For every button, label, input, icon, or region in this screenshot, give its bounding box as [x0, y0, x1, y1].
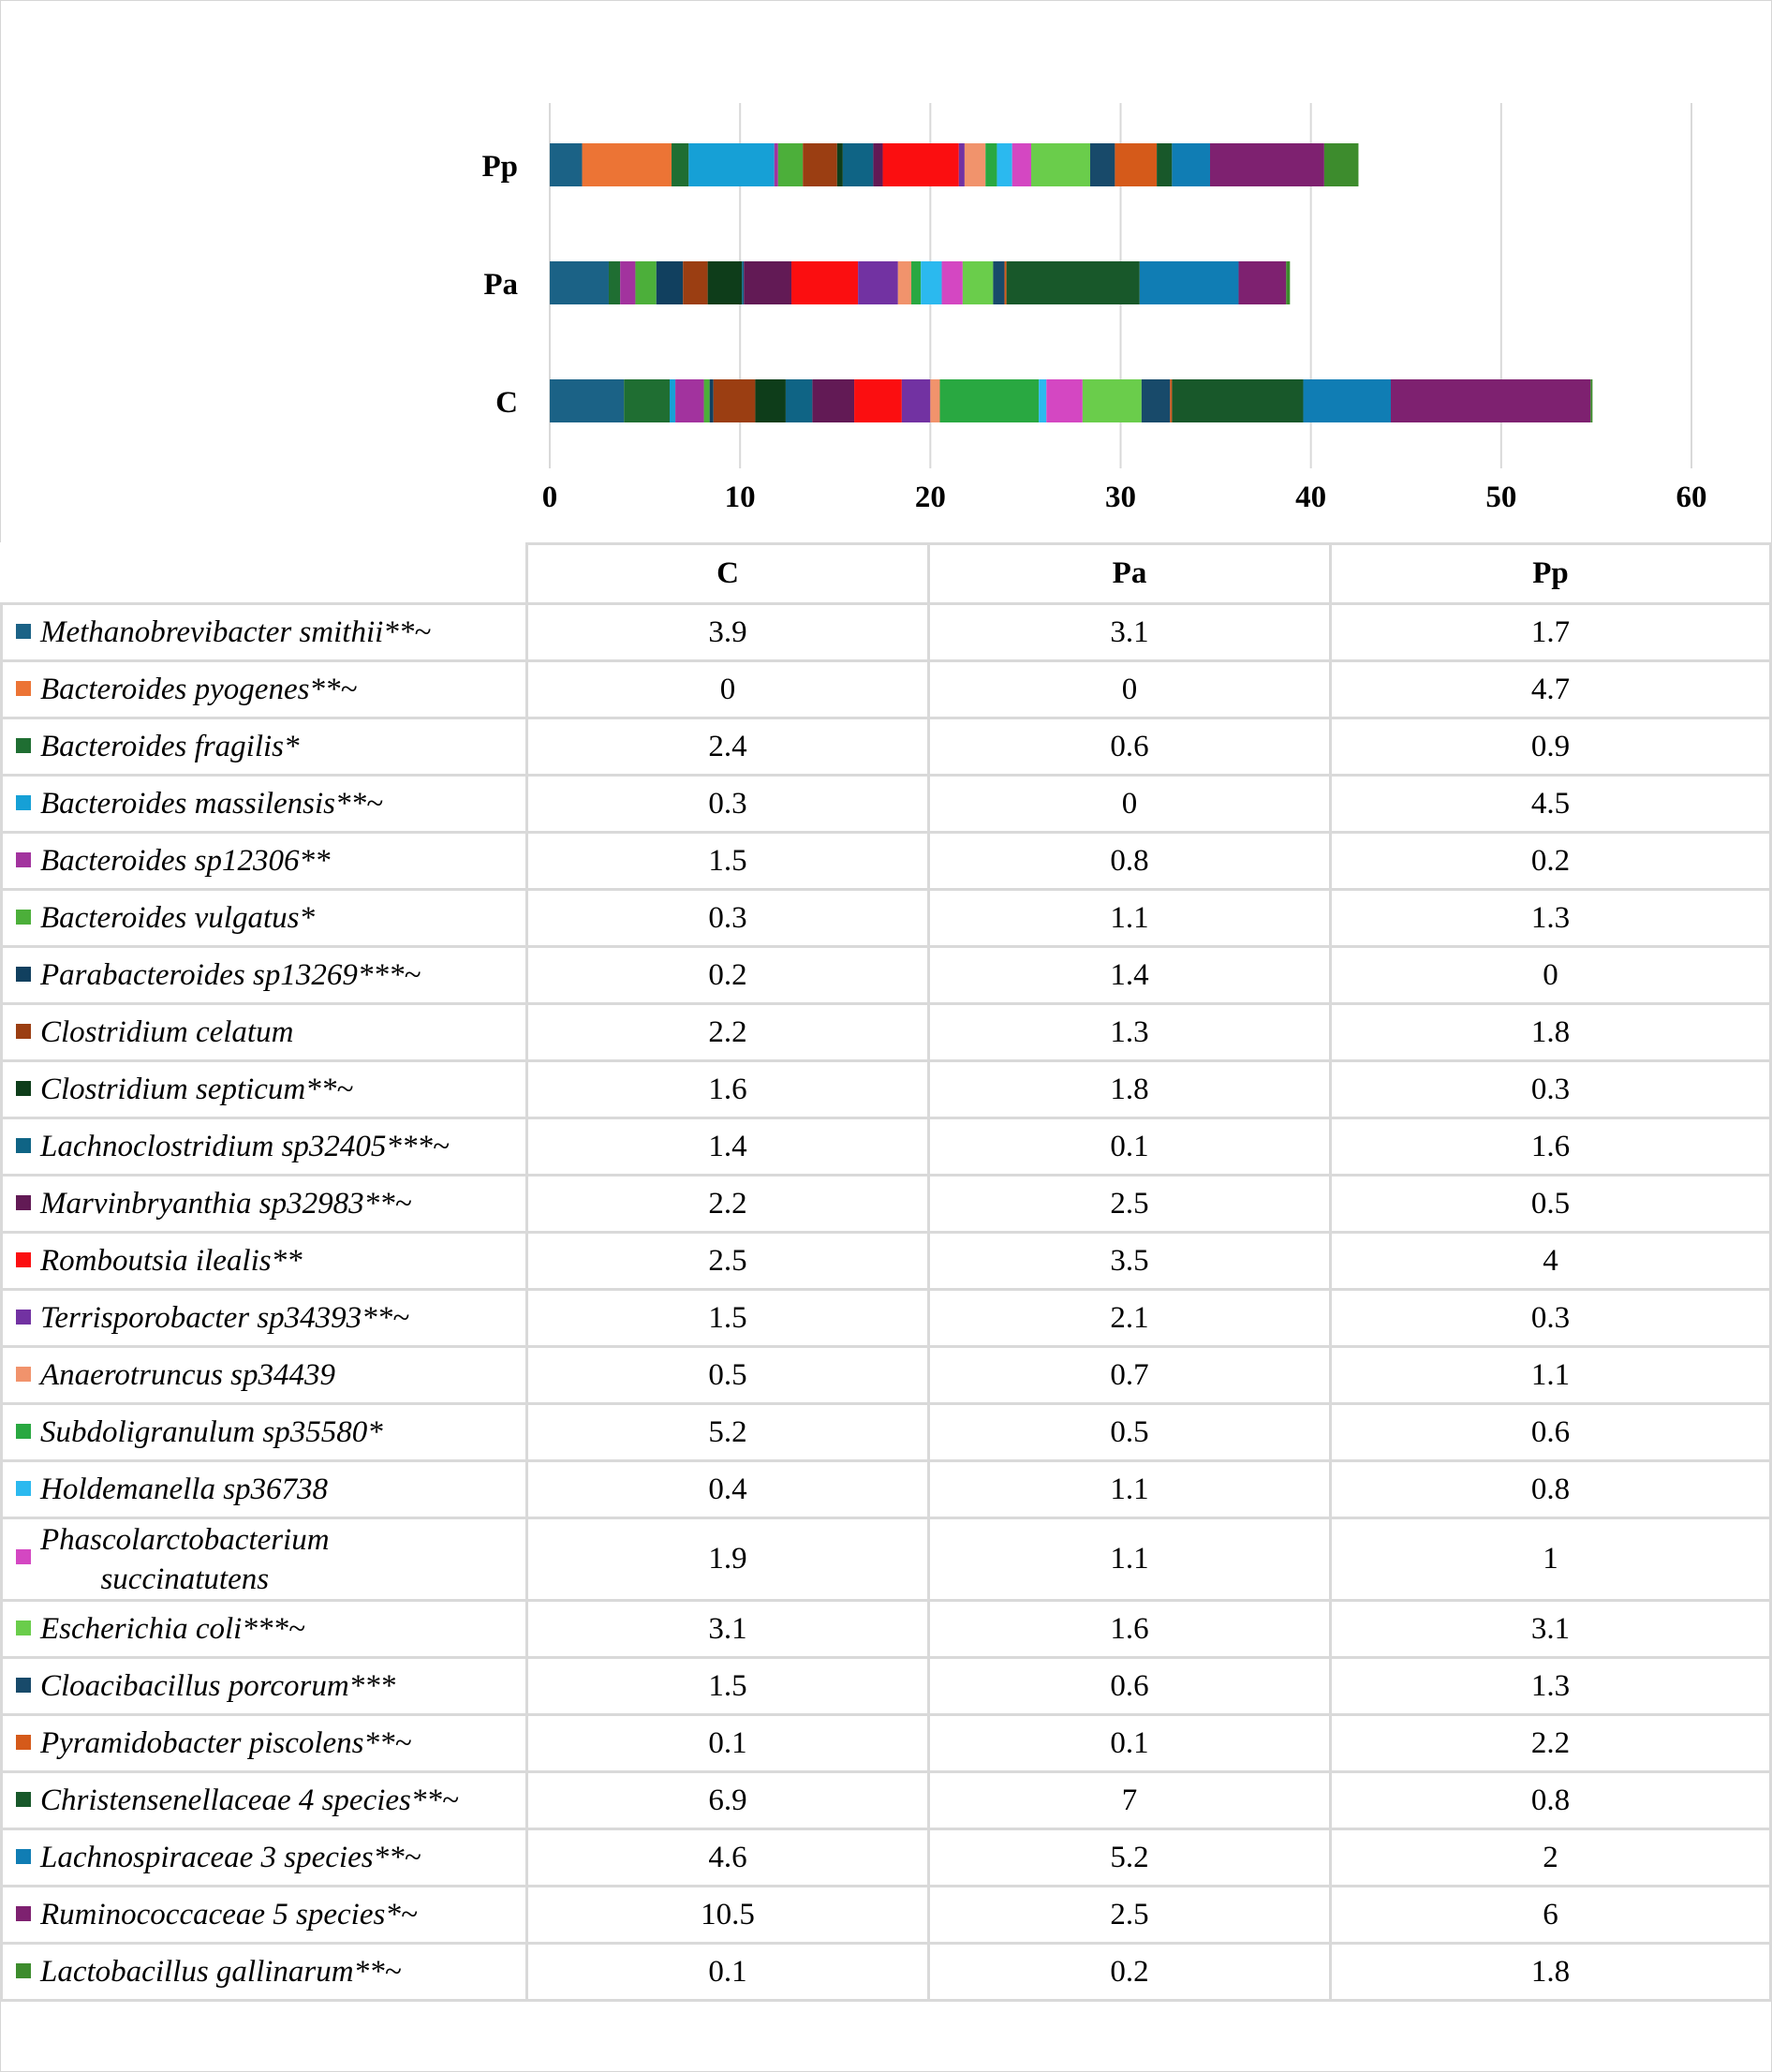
series-label-cell [2, 890, 527, 947]
bar-segment [1007, 261, 1140, 304]
table-row [2, 1658, 1771, 1715]
table-cell: 3.5 [929, 1233, 1331, 1290]
series-label: Anaerotruncus sp34439 [40, 1357, 336, 1392]
table-cell: 2.5 [929, 1887, 1331, 1944]
table-row [2, 1461, 1771, 1518]
legend-swatch [16, 1735, 31, 1750]
table-row [2, 1176, 1771, 1233]
series-label-cell [2, 661, 527, 718]
bar-segment [930, 379, 939, 422]
table-row [2, 1404, 1771, 1461]
bar-segment [942, 261, 963, 304]
legend-swatch [16, 1678, 31, 1693]
category-label: Pp [481, 150, 518, 184]
bar-segment [902, 379, 930, 422]
bar-segment [985, 143, 997, 186]
series-label: Lachnospiraceae 3 species**~ [40, 1840, 421, 1874]
bar-segment [1012, 143, 1031, 186]
bar-segment [670, 379, 675, 422]
series-label: Christensenellaceae 4 species**~ [40, 1783, 459, 1817]
table-cell: 3.1 [527, 1601, 929, 1658]
legend-swatch [16, 1849, 31, 1864]
bar-segment [620, 261, 635, 304]
table-cell: 0.4 [527, 1461, 929, 1518]
series-label: Romboutsia ilealis** [40, 1243, 303, 1278]
legend-swatch [16, 1138, 31, 1153]
table-row [2, 1290, 1771, 1347]
table-row [2, 1004, 1771, 1061]
table-row [2, 1518, 1771, 1601]
table-cell: 0.8 [929, 833, 1331, 890]
bar-segment [997, 143, 1012, 186]
x-tick-label: 20 [914, 481, 946, 514]
bar-segment [1590, 379, 1592, 422]
series-label: Clostridium septicum**~ [40, 1072, 354, 1106]
table-cell: 0 [1331, 947, 1771, 1004]
series-label: Methanobrevibacter smithii**~ [40, 614, 432, 649]
bar-segment [583, 143, 672, 186]
table-cell: 1.5 [527, 833, 929, 890]
table-row [2, 1601, 1771, 1658]
category-label: C [495, 386, 518, 420]
series-label-cell [2, 1829, 527, 1887]
series-label-cell [2, 1176, 527, 1233]
table-cell: 1.9 [527, 1518, 929, 1601]
legend-swatch [16, 1621, 31, 1635]
table-cell: 1.3 [1331, 1658, 1771, 1715]
table-cell: 1.1 [1331, 1347, 1771, 1404]
table-cell: 1.6 [527, 1061, 929, 1118]
bar-segment [965, 143, 985, 186]
table-row [2, 1347, 1771, 1404]
data-table [0, 542, 1772, 2002]
series-label: Clostridium celatum [40, 1014, 294, 1049]
bar-segment [812, 379, 854, 422]
x-tick-label: 10 [724, 481, 756, 514]
series-label: Lachnoclostridium sp32405***~ [40, 1129, 450, 1163]
legend-swatch [16, 1252, 31, 1267]
bar-segment [1031, 143, 1090, 186]
bar-segment [1286, 261, 1290, 304]
table-cell: 0.2 [1331, 833, 1771, 890]
bar-segment [1170, 379, 1172, 422]
series-label-cell [2, 833, 527, 890]
series-label: Pyramidobacter piscolens**~ [40, 1725, 412, 1760]
table-cell: 1.7 [1331, 604, 1771, 661]
table-row [2, 718, 1771, 776]
table-cell: 0 [929, 661, 1331, 718]
table-cell: 2.2 [527, 1176, 929, 1233]
table-corner-cell [2, 544, 527, 604]
bar-segment [775, 143, 778, 186]
series-label-cell [2, 1290, 527, 1347]
bar-segment [635, 261, 656, 304]
table-cell: 0 [527, 661, 929, 718]
legend-swatch [16, 1024, 31, 1039]
bar-segment [609, 261, 620, 304]
bar-segment [873, 143, 882, 186]
legend-swatch [16, 1963, 31, 1978]
bar-segment [1083, 379, 1142, 422]
table-cell: 0.3 [1331, 1290, 1771, 1347]
bar-segment [939, 379, 1039, 422]
bar-segment [710, 379, 714, 422]
table-cell: 5.2 [929, 1829, 1331, 1887]
category-labels [481, 150, 518, 420]
table-cell: 1 [1331, 1518, 1771, 1601]
bar-segment [791, 261, 858, 304]
series-label-cell [2, 1658, 527, 1715]
legend-swatch [16, 1424, 31, 1439]
series-label-cell [2, 947, 527, 1004]
table-cell: 0.6 [929, 1658, 1331, 1715]
bar-segment [1046, 379, 1083, 422]
x-tick-labels [542, 481, 1707, 514]
bar-segment [1090, 143, 1115, 186]
bar-segment [963, 261, 994, 304]
bar-segment [1140, 261, 1239, 304]
table-header-pp: Pp [1331, 544, 1771, 604]
table-cell: 5.2 [527, 1404, 929, 1461]
bar-segment [837, 143, 843, 186]
bar-segment [624, 379, 670, 422]
bar-segment [843, 143, 874, 186]
legend-swatch [16, 1195, 31, 1210]
table-cell: 1.1 [929, 890, 1331, 947]
table-row [2, 1887, 1771, 1944]
table-row [2, 776, 1771, 833]
legend-swatch [16, 910, 31, 925]
bar-segment [550, 143, 583, 186]
table-cell: 1.5 [527, 1658, 929, 1715]
table-cell: 2.1 [929, 1290, 1331, 1347]
legend-swatch [16, 1792, 31, 1807]
table-cell: 0.2 [929, 1944, 1331, 2001]
table-cell: 0.1 [527, 1944, 929, 2001]
legend-swatch [16, 738, 31, 753]
table-cell: 0.8 [1331, 1461, 1771, 1518]
table-cell: 0.5 [1331, 1176, 1771, 1233]
table-row [2, 1118, 1771, 1176]
bar-segment [708, 261, 743, 304]
series-label-cell [2, 776, 527, 833]
table-cell: 1.1 [929, 1461, 1331, 1518]
bar-segment [854, 379, 902, 422]
bar-segment [1172, 379, 1303, 422]
bar-segment [921, 261, 941, 304]
table-cell: 1.5 [527, 1290, 929, 1347]
table-row [2, 661, 1771, 718]
table-cell: 0.5 [929, 1404, 1331, 1461]
series-label-continued: succinatutens [100, 1561, 270, 1596]
bar-segment [1304, 379, 1391, 422]
x-tick-label: 30 [1105, 481, 1136, 514]
bar-segment [704, 379, 710, 422]
bar-segment [778, 143, 803, 186]
series-label: Escherichia coli***~ [40, 1611, 305, 1646]
table-cell: 0.1 [929, 1715, 1331, 1772]
x-tick-label: 50 [1485, 481, 1517, 514]
x-tick-label: 0 [541, 481, 558, 514]
stacked-bar-chart [0, 0, 1772, 543]
table-cell: 0.9 [1331, 718, 1771, 776]
table-cell: 0 [929, 776, 1331, 833]
bar-segment [672, 143, 688, 186]
table-body [2, 604, 1771, 2001]
table-cell: 4.7 [1331, 661, 1771, 718]
series-label-cell [2, 1118, 527, 1176]
bar-segments [550, 143, 1592, 422]
legend-swatch [16, 1549, 31, 1564]
table-cell: 1.8 [1331, 1004, 1771, 1061]
table-row [2, 604, 1771, 661]
series-label: Bacteroides sp12306** [40, 843, 331, 878]
series-label: Parabacteroides sp13269***~ [40, 957, 421, 992]
table-cell: 0.3 [1331, 1061, 1771, 1118]
series-label-cell [2, 1233, 527, 1290]
table-cell: 0.3 [527, 776, 929, 833]
legend-swatch [16, 624, 31, 639]
table-cell: 0.2 [527, 947, 929, 1004]
table-cell: 2.5 [527, 1233, 929, 1290]
table-cell: 7 [929, 1772, 1331, 1829]
bar-segment [1324, 143, 1359, 186]
series-label-cell [2, 1772, 527, 1829]
bar-segment [550, 261, 609, 304]
table-row [2, 1829, 1771, 1887]
table-cell: 1.6 [1331, 1118, 1771, 1176]
table-cell: 1.8 [929, 1061, 1331, 1118]
table-row [2, 833, 1771, 890]
bar-segment [786, 379, 812, 422]
table-row [2, 890, 1771, 947]
series-label: Bacteroides fragilis* [40, 729, 300, 763]
table-cell: 1.6 [929, 1601, 1331, 1658]
category-label: Pa [483, 268, 518, 302]
table-cell: 4 [1331, 1233, 1771, 1290]
bar-segment [744, 261, 791, 304]
table-row [2, 1233, 1771, 1290]
table-cell: 2.4 [527, 718, 929, 776]
table-cell: 1.8 [1331, 1944, 1771, 2001]
bar-segment [688, 143, 774, 186]
bar-segment [858, 261, 898, 304]
series-label: Bacteroides vulgatus* [40, 900, 315, 935]
table-cell: 1.3 [1331, 890, 1771, 947]
bar-segment [683, 261, 707, 304]
table-header-row [2, 544, 1771, 604]
legend-swatch [16, 681, 31, 696]
table-cell: 6.9 [527, 1772, 929, 1829]
legend-swatch [16, 967, 31, 982]
x-tick-label: 40 [1295, 481, 1327, 514]
series-label-cell [2, 1887, 527, 1944]
legend-swatch [16, 1367, 31, 1382]
table-cell: 2.2 [1331, 1715, 1771, 1772]
series-label-cell [2, 1461, 527, 1518]
series-label-cell [2, 1061, 527, 1118]
table-cell: 2.2 [527, 1004, 929, 1061]
table-cell: 3.1 [1331, 1601, 1771, 1658]
table-row [2, 1061, 1771, 1118]
bar-segment [755, 379, 786, 422]
series-label-cell [2, 1715, 527, 1772]
series-label-cell [2, 1601, 527, 1658]
table-header-pa: Pa [929, 544, 1331, 604]
bar-segment [959, 143, 965, 186]
bar-segment [993, 261, 1004, 304]
bar-segment [1391, 379, 1590, 422]
table-row [2, 1944, 1771, 2001]
bar-segment [883, 143, 959, 186]
table-cell: 0.8 [1331, 1772, 1771, 1829]
legend-swatch [16, 1906, 31, 1921]
series-label-cell [2, 1944, 527, 2001]
table-cell: 3.1 [929, 604, 1331, 661]
series-label-cell [2, 718, 527, 776]
bar-segment [714, 379, 756, 422]
table-cell: 0.7 [929, 1347, 1331, 1404]
bar-segment [675, 379, 703, 422]
table-header-c: C [527, 544, 929, 604]
series-label: Marvinbryanthia sp32983**~ [40, 1186, 412, 1221]
series-label-cell [2, 1004, 527, 1061]
series-label-cell [2, 604, 527, 661]
legend-swatch [16, 1481, 31, 1496]
table-cell: 3.9 [527, 604, 929, 661]
x-tick-label: 60 [1676, 481, 1707, 514]
table-cell: 10.5 [527, 1887, 929, 1944]
table-cell: 0.6 [929, 718, 1331, 776]
series-label: Ruminococcaceae 5 species*~ [40, 1897, 418, 1931]
series-label: Bacteroides massilensis**~ [40, 786, 383, 821]
series-label: Bacteroides pyogenes**~ [40, 672, 358, 706]
bar-segment [1039, 379, 1046, 422]
bar-segment [1005, 261, 1007, 304]
bar-segment [1172, 143, 1210, 186]
series-label: Terrisporobacter sp34393**~ [40, 1300, 410, 1335]
table-cell: 2.5 [929, 1176, 1331, 1233]
table-cell: 4.5 [1331, 776, 1771, 833]
table-cell: 1.1 [929, 1518, 1331, 1601]
series-label: Holdemanella sp36738 [40, 1472, 329, 1506]
table-cell: 6 [1331, 1887, 1771, 1944]
table-cell: 1.4 [527, 1118, 929, 1176]
legend-swatch [16, 795, 31, 810]
legend-swatch [16, 852, 31, 867]
legend-swatch [16, 1310, 31, 1325]
bar-segment [898, 261, 911, 304]
bar-segment [742, 261, 744, 304]
bar-segment [1157, 143, 1172, 186]
bar-segment [1142, 379, 1170, 422]
series-label-cell [2, 1404, 527, 1461]
series-label: Phascolarctobacterium [40, 1522, 330, 1557]
series-label: Subdoligranulum sp35580* [40, 1414, 383, 1449]
bar-segment [1210, 143, 1324, 186]
table-cell: 0.6 [1331, 1404, 1771, 1461]
table-cell: 1.4 [929, 947, 1331, 1004]
table-cell: 1.3 [929, 1004, 1331, 1061]
series-label-cell [2, 1347, 527, 1404]
table-row [2, 1772, 1771, 1829]
series-label-cell [2, 1518, 527, 1601]
table-cell: 0.1 [527, 1715, 929, 1772]
bar-segment [911, 261, 921, 304]
table-cell: 4.6 [527, 1829, 929, 1887]
bar-segment [1238, 261, 1286, 304]
bar-segment [1115, 143, 1157, 186]
table-cell: 2 [1331, 1829, 1771, 1887]
table-row [2, 947, 1771, 1004]
table-cell: 0.1 [929, 1118, 1331, 1176]
bar-segment [803, 143, 837, 186]
bar-segment [657, 261, 683, 304]
table-row [2, 1715, 1771, 1772]
series-label: Cloacibacillus porcorum*** [40, 1668, 396, 1703]
table-cell: 0.5 [527, 1347, 929, 1404]
legend-swatch [16, 1081, 31, 1096]
series-label: Lactobacillus gallinarum**~ [40, 1954, 402, 1989]
bar-segment [550, 379, 624, 422]
table-cell: 0.3 [527, 890, 929, 947]
